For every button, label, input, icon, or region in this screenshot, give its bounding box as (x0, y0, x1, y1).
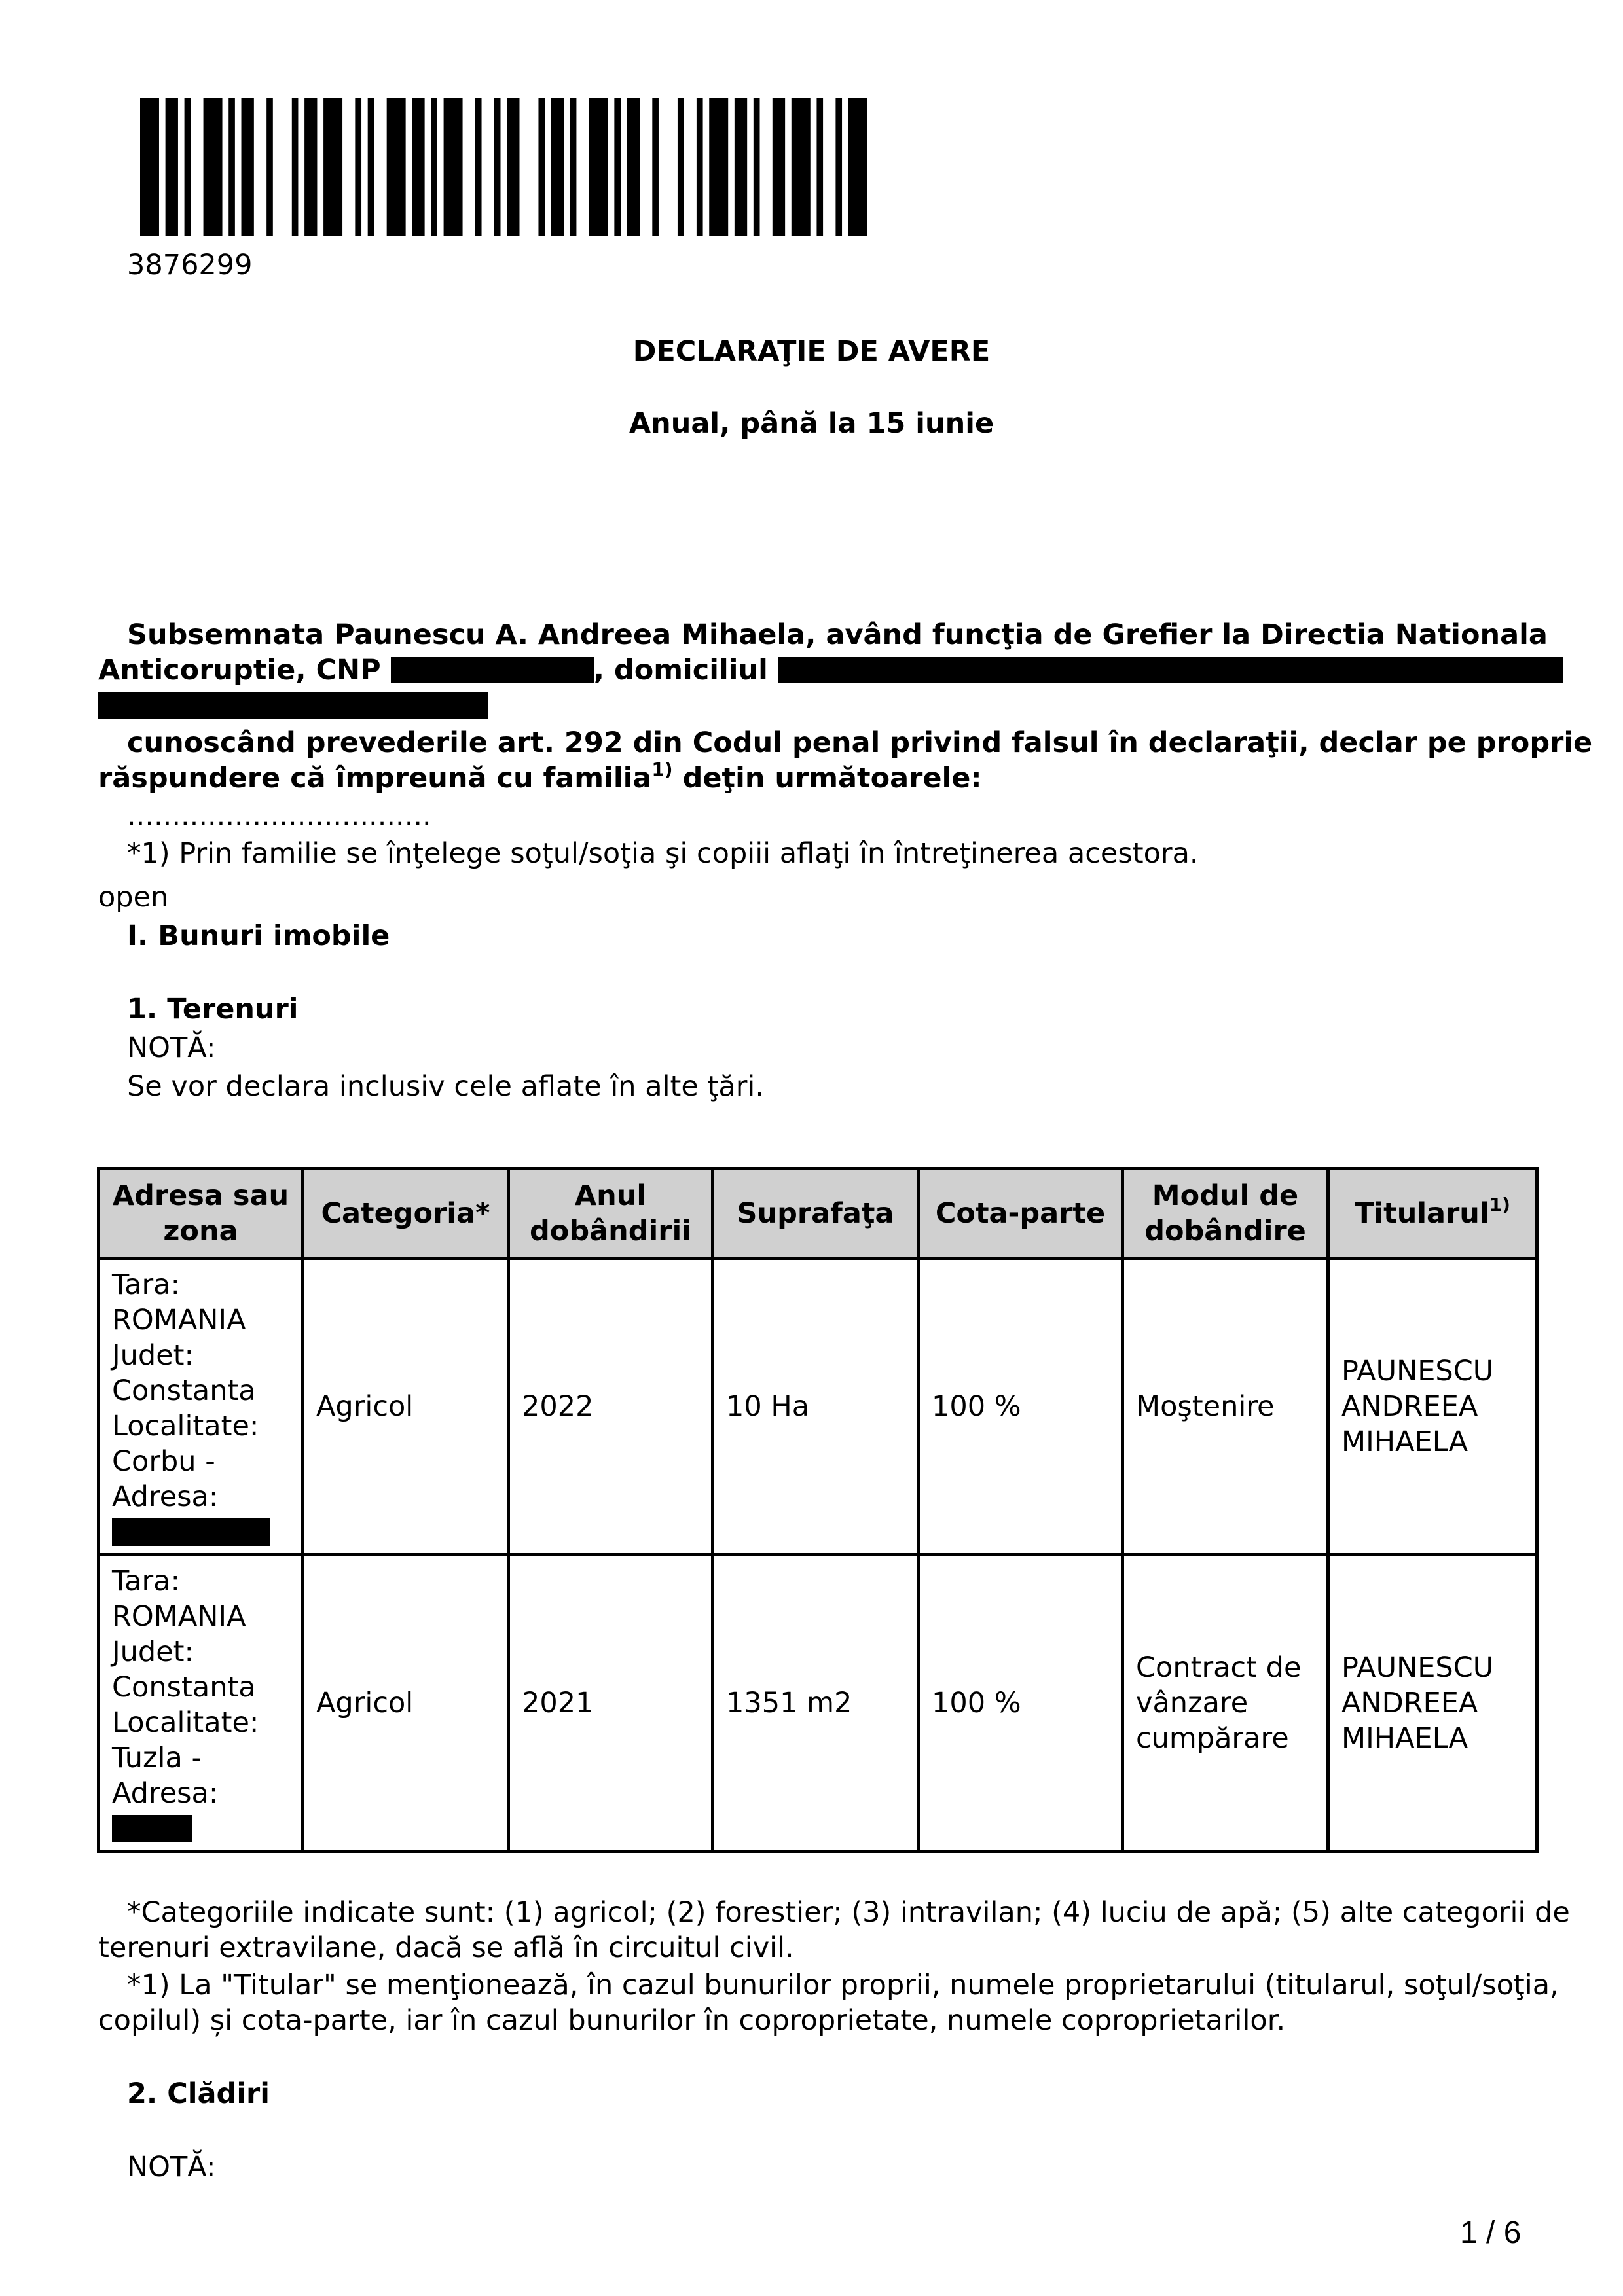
intro-line-4-end: deţin următoarele: (672, 762, 982, 795)
subsection-heading-terenuri: 1. Terenuri (127, 993, 299, 1026)
cell-titular (1328, 1259, 1537, 1555)
address-line: Adresa: (112, 1480, 219, 1513)
modul-line: Moştenire (1136, 1390, 1275, 1423)
document-number: 3876299 (127, 249, 253, 281)
address-line: Tara: (112, 1565, 181, 1598)
address-line: Judet: (112, 1339, 194, 1372)
header-cota: Cota-parte (919, 1169, 1123, 1259)
footnote-marker: 1) (651, 759, 673, 780)
header-titular (1328, 1169, 1537, 1259)
page-number: 1 / 6 (1460, 2215, 1522, 2250)
document-title: DECLARAŢIE DE AVERE (632, 335, 991, 368)
cell-adresa (99, 1259, 303, 1555)
titular-line: PAUNESCU (1341, 1651, 1494, 1684)
open-marker: open (98, 881, 169, 914)
family-footnote: *1) Prin familie se înţelege soţul/soţia şi copiii aflaţi în întreţinerea acestora. (127, 837, 1199, 870)
titular-line: ANDREEA (1341, 1687, 1478, 1719)
document-subtitle: Anual, până la 15 iunie (629, 407, 994, 440)
header-suprafata: Suprafaţa (713, 1169, 919, 1259)
cell-anul: 2022 (509, 1259, 713, 1555)
cell-modul (1123, 1555, 1328, 1852)
titular-line: PAUNESCU (1341, 1355, 1494, 1388)
table-header-row (99, 1169, 1537, 1259)
subsection-heading-cladiri: 2. Clădiri (127, 2077, 270, 2110)
table-row (99, 1259, 1537, 1555)
header-modul: Modul de dobândire (1123, 1169, 1328, 1259)
address-line: Constanta (112, 1671, 256, 1704)
intro-line-4 (98, 761, 982, 796)
header-titular-footnote: 1) (1489, 1194, 1510, 1215)
cell-suprafata: 1351 m2 (713, 1555, 919, 1852)
intro-domiciliu-label: , domiciliul (593, 654, 768, 687)
cell-cota: 100 % (919, 1259, 1123, 1555)
address-line: Corbu - (112, 1445, 215, 1478)
categories-note-line-1: *Categoriile indicate sunt: (1) agricol; (2) forestier; (3) intravilan; (4) luciu de apă; (5) alte categorii de (127, 1896, 1570, 1929)
header-adresa: Adresa sau zona (99, 1169, 303, 1259)
titular-line: MIHAELA (1341, 1722, 1468, 1755)
redacted-address (112, 1518, 270, 1546)
intro-line-4-text: răspundere că împreună cu familia (98, 762, 652, 795)
cell-modul (1123, 1259, 1328, 1555)
barcode (140, 98, 880, 236)
redacted-address-continued (98, 692, 488, 719)
cell-titular (1328, 1555, 1537, 1852)
cell-anul: 2021 (509, 1555, 713, 1852)
land-table (97, 1167, 1539, 1853)
titular-line: ANDREEA (1341, 1390, 1478, 1423)
redacted-address (778, 657, 1563, 683)
note-text: Se vor declara inclusiv cele aflate în alte ţări. (127, 1070, 765, 1103)
intro-line-2 (98, 653, 1563, 688)
titular-note-line-2: copilul) și cota-parte, iar în cazul bunurilor în coproprietate, numele coproprietarilor. (98, 2004, 1286, 2037)
address-line: Tuzla - (112, 1742, 202, 1774)
intro-cnp-label: Anticoruptie, CNP (98, 654, 381, 687)
cell-cota: 100 % (919, 1555, 1123, 1852)
dotted-line: .................................. (127, 800, 431, 833)
header-categoria: Categoria* (303, 1169, 509, 1259)
header-anul: Anul dobândirii (509, 1169, 713, 1259)
cell-adresa (99, 1555, 303, 1852)
intro-line-1: Subsemnata Paunescu A. Andreea Mihaela, având funcţia de Grefier la Directia Nationala (127, 619, 1548, 651)
table-row (99, 1555, 1537, 1852)
address-line: Localitate: (112, 1410, 259, 1443)
redacted-cnp (391, 657, 594, 683)
address-line: Localitate: (112, 1706, 259, 1739)
intro-line-3: cunoscând prevederile art. 292 din Codul penal privind falsul în declaraţii, declar pe proprie (127, 726, 1593, 759)
titular-note-line-1: *1) La "Titular" se menţionează, în cazul bunurilor proprii, numele proprietarului (titularul, soţul/soţia, (127, 1969, 1559, 2001)
address-line: Judet: (112, 1636, 194, 1668)
address-line: Adresa: (112, 1777, 219, 1810)
modul-line: cumpărare (1136, 1722, 1289, 1755)
titular-line: MIHAELA (1341, 1426, 1468, 1458)
modul-line: Contract de (1136, 1651, 1302, 1684)
cell-categoria: Agricol (303, 1259, 509, 1555)
modul-line: vânzare (1136, 1687, 1249, 1719)
redacted-address (112, 1815, 192, 1842)
address-line: Constanta (112, 1374, 256, 1407)
section-heading-bunuri-imobile: I. Bunuri imobile (127, 920, 390, 952)
address-line: ROMANIA (112, 1304, 246, 1336)
header-titular-text: Titularul (1355, 1197, 1489, 1230)
address-line: Tara: (112, 1268, 181, 1301)
categories-note-line-2: terenuri extravilane, dacă se află în circuitul civil. (98, 1931, 794, 1964)
cell-suprafata: 10 Ha (713, 1259, 919, 1555)
address-line: ROMANIA (112, 1600, 246, 1633)
note-label: NOTĂ: (127, 1031, 216, 1064)
cell-categoria: Agricol (303, 1555, 509, 1852)
note-label-cladiri: NOTĂ: (127, 2151, 216, 2183)
